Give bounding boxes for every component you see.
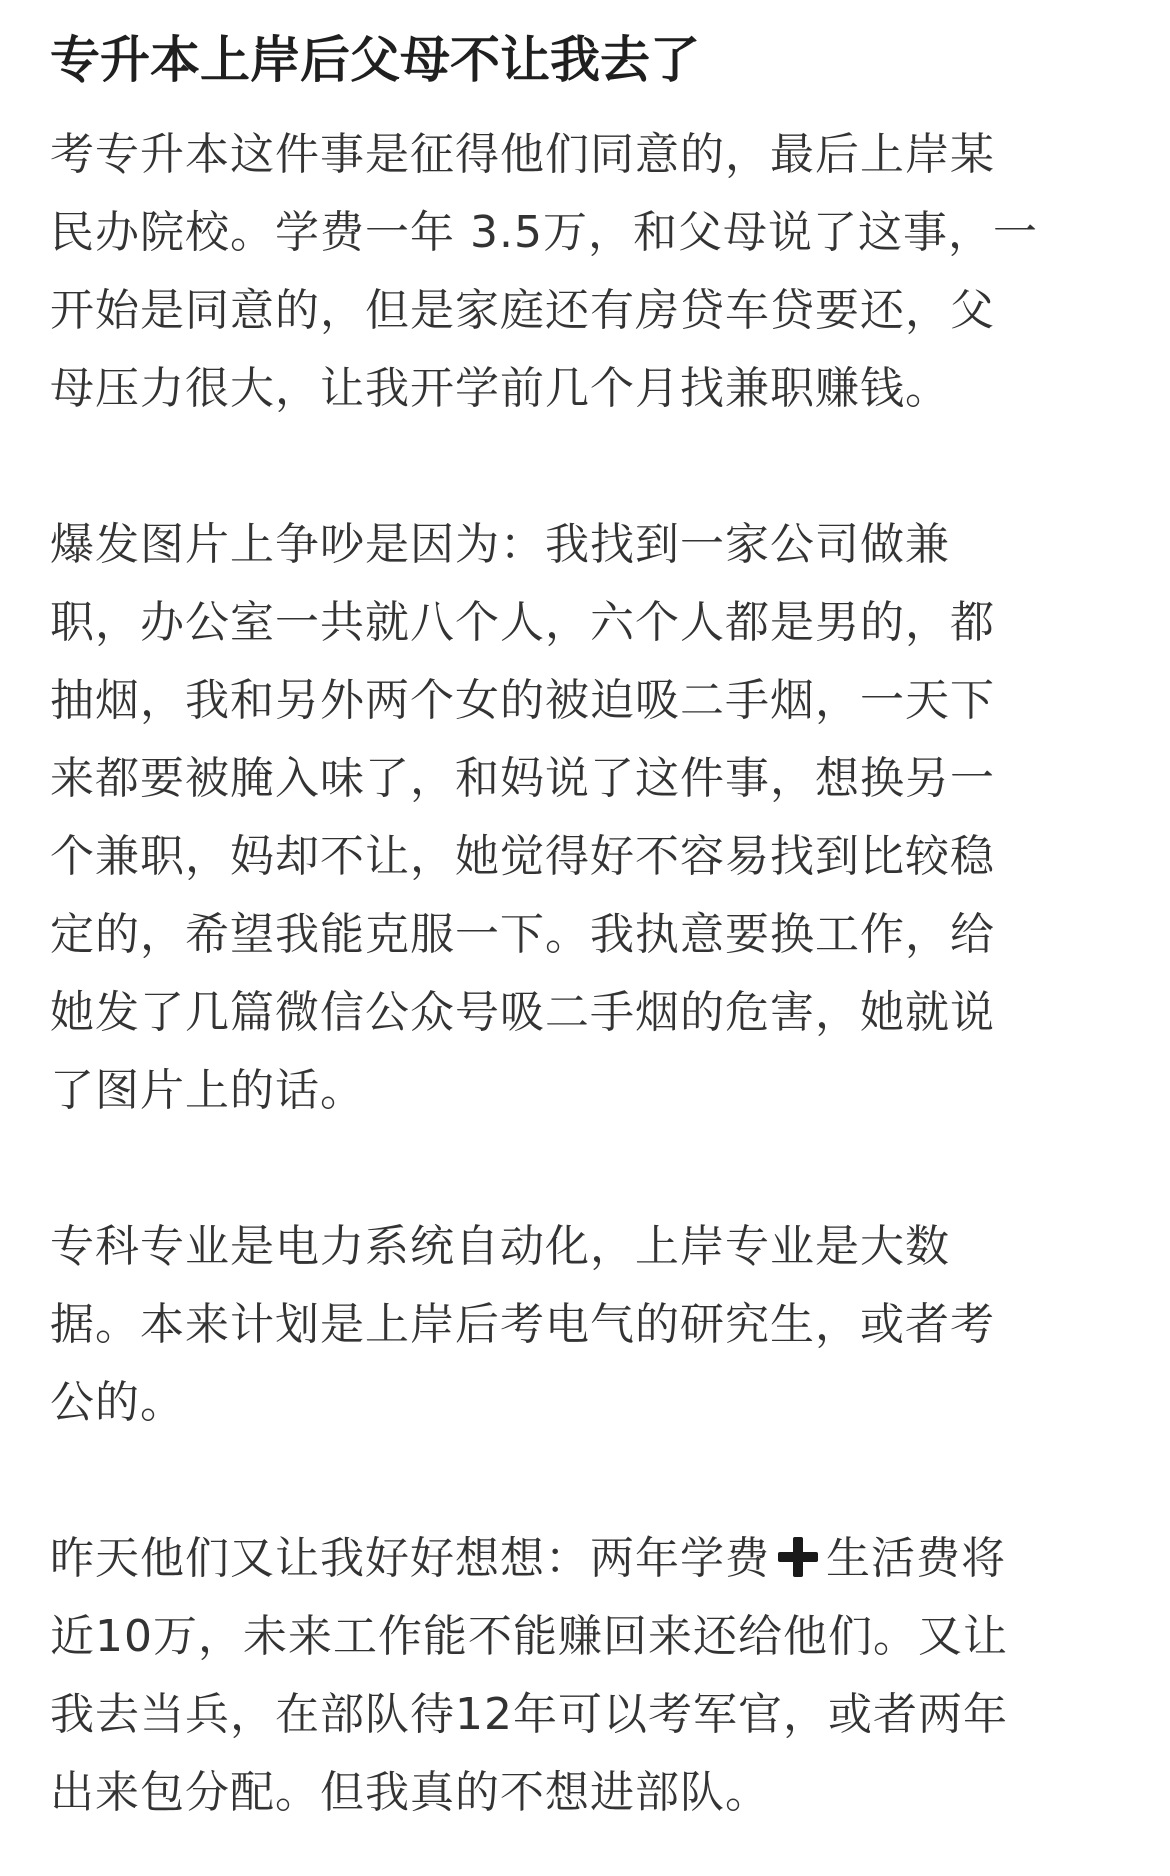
line-text: 昨天他们又让我好好想想：两年学费 <box>50 1533 770 1584</box>
paragraph-line: 开始是同意的，但是家庭还有房贷车贷要还，父 <box>50 285 995 336</box>
paragraph-spacer <box>50 1130 1130 1208</box>
paragraph-3 <box>50 1208 1130 1442</box>
paragraph-spacer <box>50 1442 1130 1520</box>
paragraph-line: 定的，希望我能克服一下。我执意要换工作，给 <box>50 909 995 960</box>
paragraph-line: 了图片上的话。 <box>50 1065 365 1116</box>
paragraph-line: 母压力很大，让我开学前几个月找兼职赚钱。 <box>50 363 950 414</box>
paragraph-line: 抽烟，我和另外两个女的被迫吸二手烟，一天下 <box>50 675 995 726</box>
post-title: 专升本上岸后父母不让我去了 <box>50 31 700 89</box>
paragraph-line: 据。本来计划是上岸后考电气的研究生，或者考 <box>50 1299 995 1350</box>
paragraph-1 <box>50 116 1130 428</box>
paragraph-line: 我去当兵，在部队待12年可以考军官，或者两年 <box>50 1689 1008 1740</box>
paragraph-line: 来都要被腌入味了，和妈说了这件事，想换另一 <box>50 753 995 804</box>
line-text: 生活费将 <box>826 1533 1006 1584</box>
paragraph-4 <box>50 1520 1130 1832</box>
paragraph-line: 考专升本这件事是征得他们同意的，最后上岸某 <box>50 129 995 180</box>
paragraph-line: 公的。 <box>50 1377 185 1428</box>
paragraph-line: 她发了几篇微信公众号吸二手烟的危害，她就说 <box>50 987 995 1038</box>
post-content <box>50 18 1130 1832</box>
paragraph-line: 职，办公室一共就八个人，六个人都是男的，都 <box>50 597 995 648</box>
paragraph-line: 出来包分配。但我真的不想进部队。 <box>50 1767 770 1818</box>
paragraph-line: 民办院校。学费一年 3.5万，和父母说了这事，一 <box>50 207 1038 258</box>
heavy-plus-icon <box>778 1537 818 1577</box>
paragraph-line: 近10万，未来工作能不能赚回来还给他们。又让 <box>50 1611 1008 1662</box>
paragraph-2 <box>50 506 1130 1130</box>
paragraph-line <box>50 1520 1130 1598</box>
paragraph-spacer <box>50 428 1130 506</box>
paragraph-line: 专科专业是电力系统自动化，上岸专业是大数 <box>50 1221 950 1272</box>
paragraph-line: 个兼职，妈却不让，她觉得好不容易找到比较稳 <box>50 831 995 882</box>
paragraph-line: 爆发图片上争吵是因为：我找到一家公司做兼 <box>50 519 950 570</box>
